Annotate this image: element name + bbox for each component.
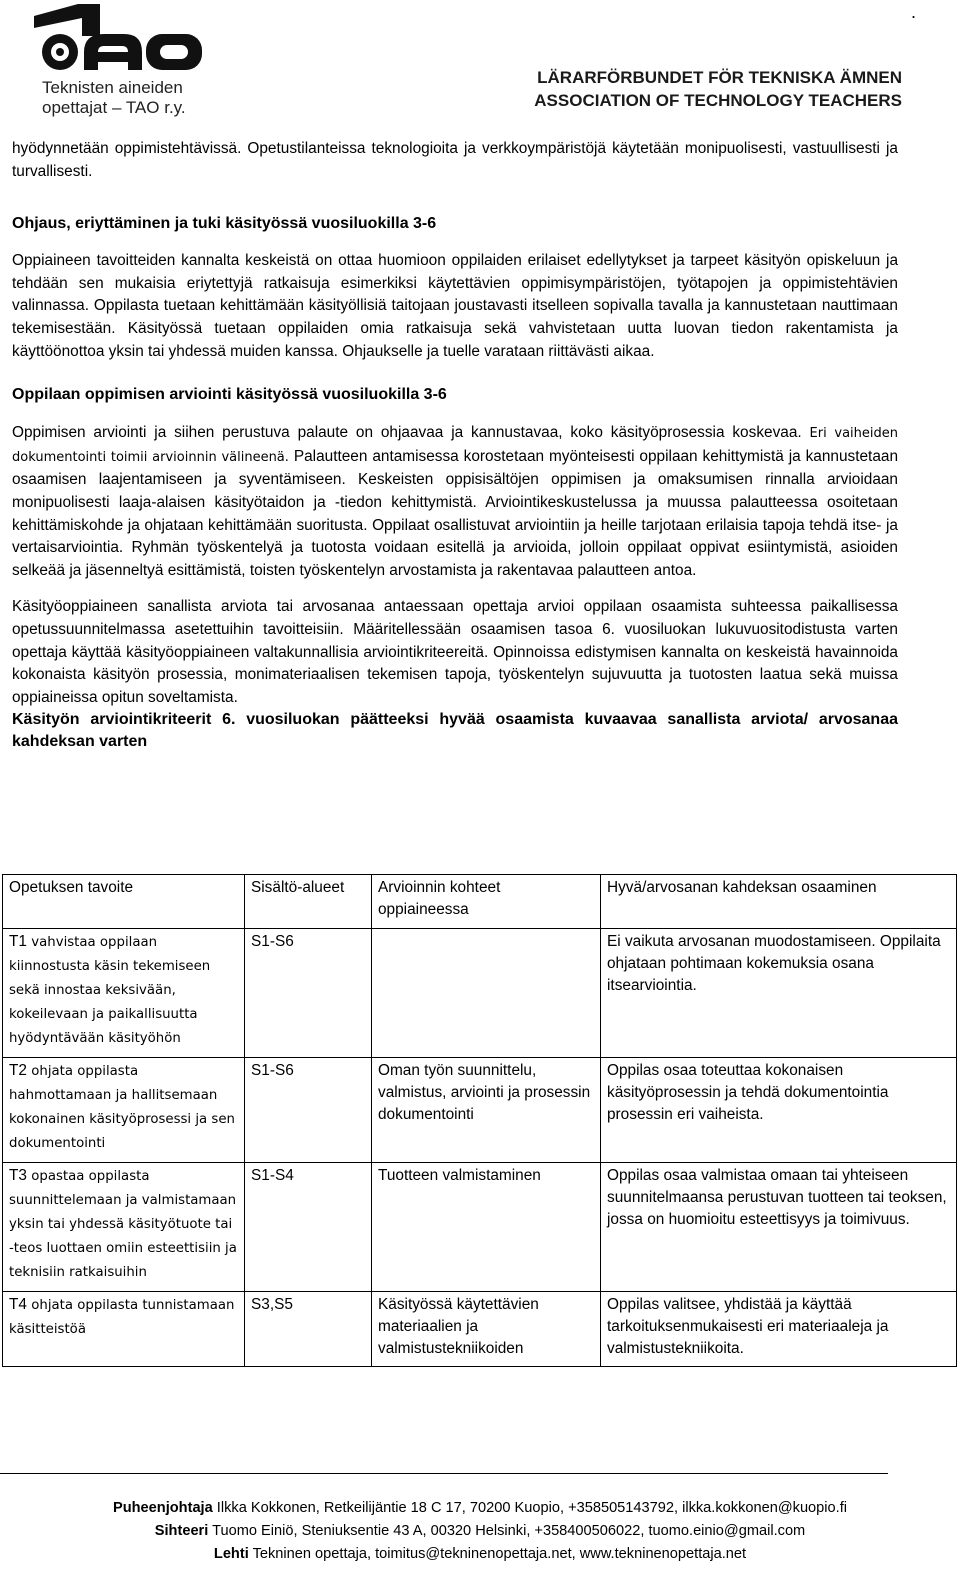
table-row (3, 928, 957, 1057)
content-areas-cell: S1-S6 (245, 928, 372, 1057)
logo-text-line1: Teknisten aineiden (42, 78, 183, 97)
objective-code: T1 (9, 932, 27, 950)
table-row (3, 1057, 957, 1162)
table-row (3, 1291, 957, 1367)
footer-secretary-line (0, 1520, 960, 1543)
criteria-heading: Käsityön arviointikriteerit 6. vuosiluokan päätteeksi hyvää osaamista kuvaavaa sanallista arviota/ arvosanaa kahdeksan varten (12, 711, 898, 751)
assessment-target-cell: Käsityössä käytettävien materiaalien ja valmistustekniikoiden (372, 1291, 601, 1367)
section-heading-guidance: Ohjaus, eriyttäminen ja tuki käsityössä vuosiluokilla 3-6 (12, 215, 437, 233)
objective-cell (3, 928, 245, 1057)
association-name (534, 66, 902, 112)
objective-text: opastaa oppilasta suunnittelemaan ja valmistamaan yksin tai yhdessä käsityötuote tai -teos luottaen omiin esteettisiin ja teknisiin ratkaisuihin (9, 1168, 237, 1280)
footer-magazine-text: Tekninen opettaja, toimitus@tekninenopettaja.net, www.tekninenopettaja.net (252, 1546, 747, 1562)
content-areas-cell: S1-S4 (245, 1162, 372, 1291)
table-row (3, 1162, 957, 1291)
objective-cell (3, 1162, 245, 1291)
header-dot: . (910, 2, 916, 22)
footer-contacts (0, 1497, 960, 1566)
footer-chair-label: Puheenjohtaja (112, 1500, 213, 1516)
table-header-row (3, 875, 957, 929)
footer-chair-line (0, 1497, 960, 1520)
guidance-paragraph: Oppiaineen tavoitteiden kannalta keskeistä on ottaa huomioon oppilaiden erilaiset edellytykset ja tarpeet käsityön opiskeluun ja tehdään sen mukaisia eriytettyjä ratkaisuja esimerkiksi käytettävien oppimisympäristöjen, työtapojen ja oppimistehtävien valinnassa. Oppilasta tuetaan kehittämään käsityöllisiä taitojaan joustavasti itselleen sopivalla tavalla ja kannustetaan nauttimaan tekemisestään. Käsityössä tuetaan oppilaiden omia ratkaisuja sekä vahvistetaan uutta luovan tiedon rakentamista ja käyttöönottoa yksin tai yhdessä muiden kanssa. Ohjaukselle ja tuelle varataan riittävästi aikaa. (12, 252, 898, 360)
letterhead (0, 0, 960, 125)
criteria-cell: Ei vaikuta arvosanan muodostamiseen. Oppilaita ohjataan pohtimaan kokemuksia osana itsearviointia. (601, 928, 957, 1057)
content-areas-cell: S1-S6 (245, 1057, 372, 1162)
assessment-target-cell (372, 928, 601, 1057)
objective-code: T2 (9, 1061, 27, 1079)
footer-magazine-line (0, 1543, 960, 1566)
header-objective: Opetuksen tavoite (3, 875, 245, 929)
objective-code: T4 (9, 1295, 27, 1313)
document-body (12, 138, 898, 753)
footer-secretary-text: Tuomo Einiö, Steniuksentie 43 A, 00320 Helsinki, +358400506022, tuomo.einio@gmail.com (212, 1523, 806, 1539)
footer-magazine-label: Lehti (213, 1546, 249, 1562)
footer-divider (0, 1473, 888, 1474)
content-areas-cell: S3,S5 (245, 1291, 372, 1367)
grading-paragraph: Käsityöoppiaineen sanallista arviota tai arvosanaa antaessaan opettaja arvioi oppilaan osaamista suhteessa paikallisessa opetussuunnitelmassa asetettuihin tavoitteisiin. Määritellessään osaamisen tasoa 6. vuosiluokan lukuvuositodistusta varten opettaja käyttää käsityöoppiaineen valtakunnallisia arviointikriteereitä. Opinnoissa edistymisen kannalta on keskeistä havainnoida kokonaista käsityön prosessia, monimateriaalisen tekemisen tapoja, työskentelyn sujuvuutta ja tuotosten laatua sekä muissa oppiaineissa opitun soveltamista. (12, 598, 898, 706)
footer-chair-text: Ilkka Kokkonen, Retkeilijäntie 18 C 17, 70200 Kuopio, +358505143792, ilkka.kokkonen@kuopio.fi (216, 1500, 848, 1516)
section-heading-assessment: Oppilaan oppimisen arviointi käsityössä vuosiluokilla 3-6 (12, 386, 447, 404)
objective-text: ohjata oppilasta hahmottamaan ja hallitsemaan kokonainen käsityöprosessi ja sen dokumentointi (9, 1063, 235, 1151)
objective-text: vahvistaa oppilaan kiinnostusta käsin tekemiseen sekä innostaa keksivään, kokeilevaan ja paikallisuutta hyödyntävään käsityöhön (9, 934, 211, 1046)
assessment-text-b: Eri vaiheiden dokumentointi toimii arvioinnin välineenä. (12, 426, 898, 465)
assessment-criteria-table (2, 874, 957, 1367)
assessment-text-a: Oppimisen arviointi ja siihen perustuva palaute on ohjaavaa ja kannustavaa, koko käsityöprosessia koskevaa. (12, 424, 802, 442)
intro-paragraph: hyödynnetään oppimistehtävissä. Opetustilanteissa teknologioita ja verkkoympäristöjä käytetään monipuolisesti, vastuullisesti ja turvallisesti. (12, 140, 898, 180)
objective-cell (3, 1057, 245, 1162)
association-name-english: ASSOCIATION OF TECHNOLOGY TEACHERS (534, 91, 902, 110)
association-name-swedish: LÄRARFÖRBUNDET FÖR TEKNISKA ÄMNEN (537, 68, 902, 87)
header-content-areas: Sisältö-alueet (245, 875, 372, 929)
logo-text-line2: opettajat – TAO r.y. (42, 98, 186, 117)
header-assessment-targets: Arvioinnin kohteet oppiaineessa (372, 875, 601, 929)
objective-text: ohjata oppilasta tunnistamaan käsitteistöä (9, 1297, 235, 1337)
footer-secretary-label: Sihteeri (154, 1523, 209, 1539)
tao-logo-icon (34, 4, 204, 72)
assessment-text-c: Palautteen antamisessa korostetaan myönteisesti oppilaan kehittymistä ja kannustetaan osaamisen laajentamiseen ja syventämiseen. Keskeisten oppisisältöjen oppimisen ja omaksumisen rinnalla arvioidaan monipuolisesti laaja-alaisen käsityötaidon ja -tiedon kehittymistä. Arviointikeskustelussa ja muussa palautteessa osoitetaan kehittämiskohde ja ohjataan kehittämään suoritusta. Oppilaat osallistuvat arviointiin ja heille tarjotaan erilaisia tapoja tehdä itse- ja vertaisarviointia. Ryhmän työskentelyä ja tuotosta voidaan esitellä ja arvioida, jolloin oppilaat oppivat esiintymistä, asioiden selkeää ja jäsenneltyä esittämistä, toisten työskentelyn arvostamista ja rakentavaa palautteen antoa. (12, 447, 899, 579)
objective-cell (3, 1291, 245, 1367)
tao-logo (34, 4, 214, 120)
assessment-target-cell: Tuotteen valmistaminen (372, 1162, 601, 1291)
assessment-paragraph (12, 422, 898, 582)
assessment-target-cell: Oman työn suunnittelu, valmistus, arviointi ja prosessin dokumentointi (372, 1057, 601, 1162)
header-good-competence: Hyvä/arvosanan kahdeksan osaaminen (601, 875, 957, 929)
criteria-cell: Oppilas osaa valmistaa omaan tai yhteiseen suunnitelmaansa perustuvan tuotteen tai teoksen, jossa on huomioitu esteettisyys ja toimivuus. (601, 1162, 957, 1291)
criteria-cell: Oppilas osaa toteuttaa kokonaisen käsityöprosessin ja tehdä dokumentointia prosessin eri vaiheista. (601, 1057, 957, 1162)
objective-code: T3 (9, 1166, 27, 1184)
criteria-cell: Oppilas valitsee, yhdistää ja käyttää tarkoituksenmukaisesti eri materiaaleja ja valmistustekniikoita. (601, 1291, 957, 1367)
